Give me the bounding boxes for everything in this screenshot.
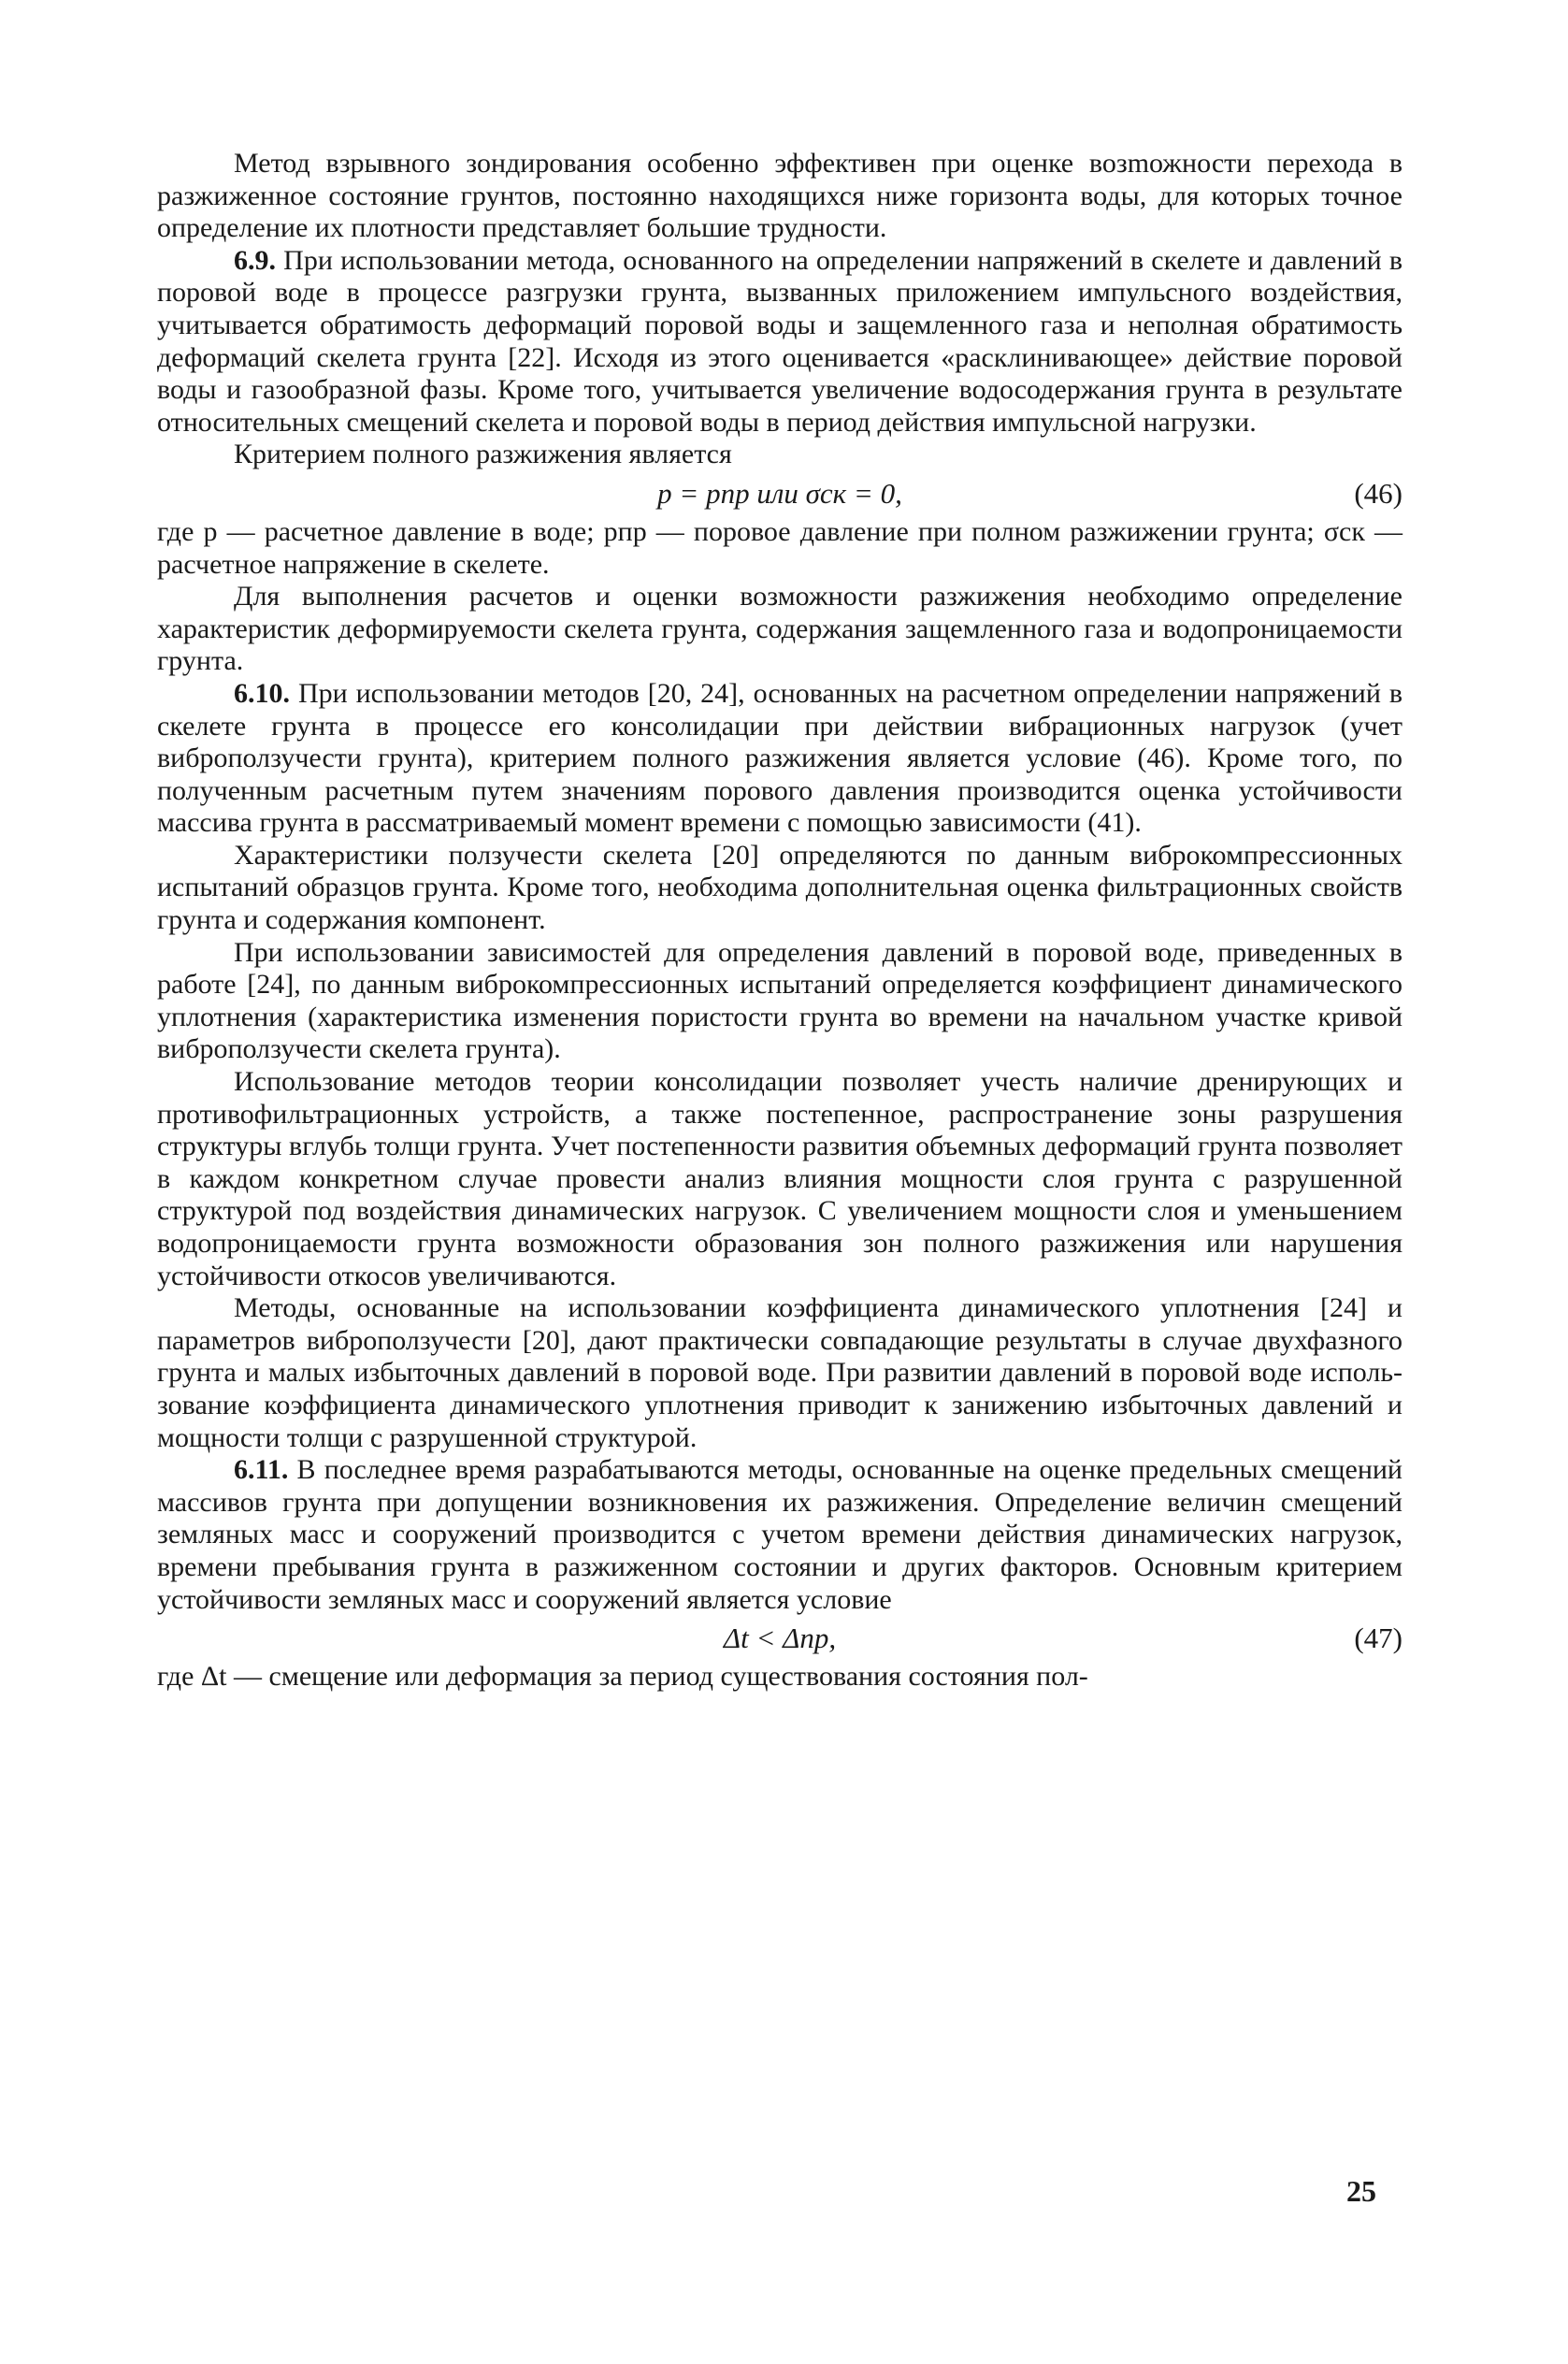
paragraph-text: При использовании метода, основанного на определении напряжений в скелете и давлений в поровой воде в процессе разгрузки грунта, вызванных приложением импульсного воздействия, учитывается обратимость деформаций поровой воды и защемленного газа и неполная обратимость деформаций скелета грунта [22]. Исходя из этого оценивается «расклинивающее» действие поровой воды и газообразной фазы. Кроме того, учитывается увеличение водосодержания грунта в результате относительных смещений скелета и поровой воды в период действия импульсной нагрузки. [157, 244, 1403, 438]
paragraph-explosive-sounding: Метод взрывного зондирования особенно эффективен при оценке возmожности перехода в разжиженное состояние грунтов, постоянно находящихся ниже горизонта воды, для которых точное определение их плотности представляет большие трудности. [157, 148, 1403, 244]
formula-expression: Δt < Δпр, [723, 1622, 837, 1655]
formula-number: (47) [1354, 1622, 1403, 1655]
section-number: 6.11. [234, 1454, 289, 1486]
paragraph-pore-pressure-dependencies: При использовании зависимостей для определения давлений в поровой воде, приведенных в работе [24], по данным виброкомпрессионных испытаний определяется коэффициент динамического уплотнения (характеристика изменения пористости грунта во времени на начальном участке кривой виброползучести скелета грунта). [157, 936, 1403, 1065]
paragraph-formula-46-legend: где p — расчетное давление в воде; pпр — поровое давление при полном разжижении грунта; σск — расчетное напряжение в скелете. [157, 515, 1403, 580]
paragraph-methods-comparison: Методы, основанные на использовании коэффициента динамического уплотнения [24] и параметров виброползучести [20], дают практически совпадающие результаты в случае двухфазного грунта и малых избыточных давлений в поровой воде. При развитии давлений в поровой воде использование коэффициента динамического уплотнения приводит к занижению избыточных давлений и мощности толщи с разрушенной структурой. [157, 1292, 1403, 1453]
paragraph-text: При использовании методов [20, 24], основанных на расчетном определении напряжений в скелете грунта в процессе его консолидации при действии вибрационных нагрузок (учет виброползучести грунта), критерием полного разжижения является условие (46). Кроме того, по полученным расчетным путем значениям порового давления производится оценка устойчивости массива грунта в рассматриваемый момент времени с помощью зависимости (41). [157, 677, 1403, 839]
formula-expression: p = pпр или σск = 0, [657, 476, 902, 510]
paragraph-6-11 [157, 1454, 1403, 1616]
formula-46 [157, 471, 1403, 516]
formula-number: (46) [1354, 476, 1403, 510]
paragraph-creep-characteristics: Характеристики ползучести скелета [20] определяются по данным виброкомпрессионных испытаний образцов грунта. Кроме того, необходима дополнительная оценка фильтрационных свойств грунта и содержания компонент. [157, 839, 1403, 936]
page-number: 25 [1346, 2174, 1376, 2208]
page-body [157, 148, 1403, 1694]
paragraph-criterion-intro: Критерием полного разжижения является [234, 439, 732, 470]
section-number: 6.10. [234, 677, 290, 709]
paragraph-6-9 [157, 245, 1403, 440]
paragraph-text: В последнее время разрабатываются методы, основанные на оценке предельных смещений массивов грунта при допущении возникновения их разжижения. Определение величин смещений земляных масс и сооружений производится с учетом времени действия динамических нагрузок, времени пребывания грунта в разжиженном состоянии и других факторов. Основным критерием устойчивости земляных масс и сооружений является условие [157, 1454, 1403, 1615]
formula-47 [157, 1616, 1403, 1661]
paragraph-formula-47-legend: где Δt — смещение или деформация за период существования состояния пол- [157, 1661, 1088, 1693]
section-number: 6.9. [234, 244, 276, 276]
paragraph-calculation-requirements: Для выполнения расчетов и оценки возможности разжижения необходимо определение характеристик деформируемости скелета грунта, содержания защемленного газа и водопроницаемости грунта. [157, 581, 1403, 677]
paragraph-consolidation-theory: Использование методов теории консолидации позволяет учесть наличие дренирующих и противофильтрационных устройств, а также постепенное, распространение зоны разрушения структуры вглубь толщи грунта. Учет постепенности развития объемных деформаций грунта позволяет в каждом конкретном случае провести анализ влияния мощности слоя грунта с разрушенной структурой под воздействия динамических нагрузок. С увеличением мощности слоя и уменьшением водопроницаемости грунта возможности образования зон полного разжижения или нарушения устойчивости откосов увеличиваются. [157, 1066, 1403, 1291]
paragraph-6-10 [157, 678, 1403, 840]
